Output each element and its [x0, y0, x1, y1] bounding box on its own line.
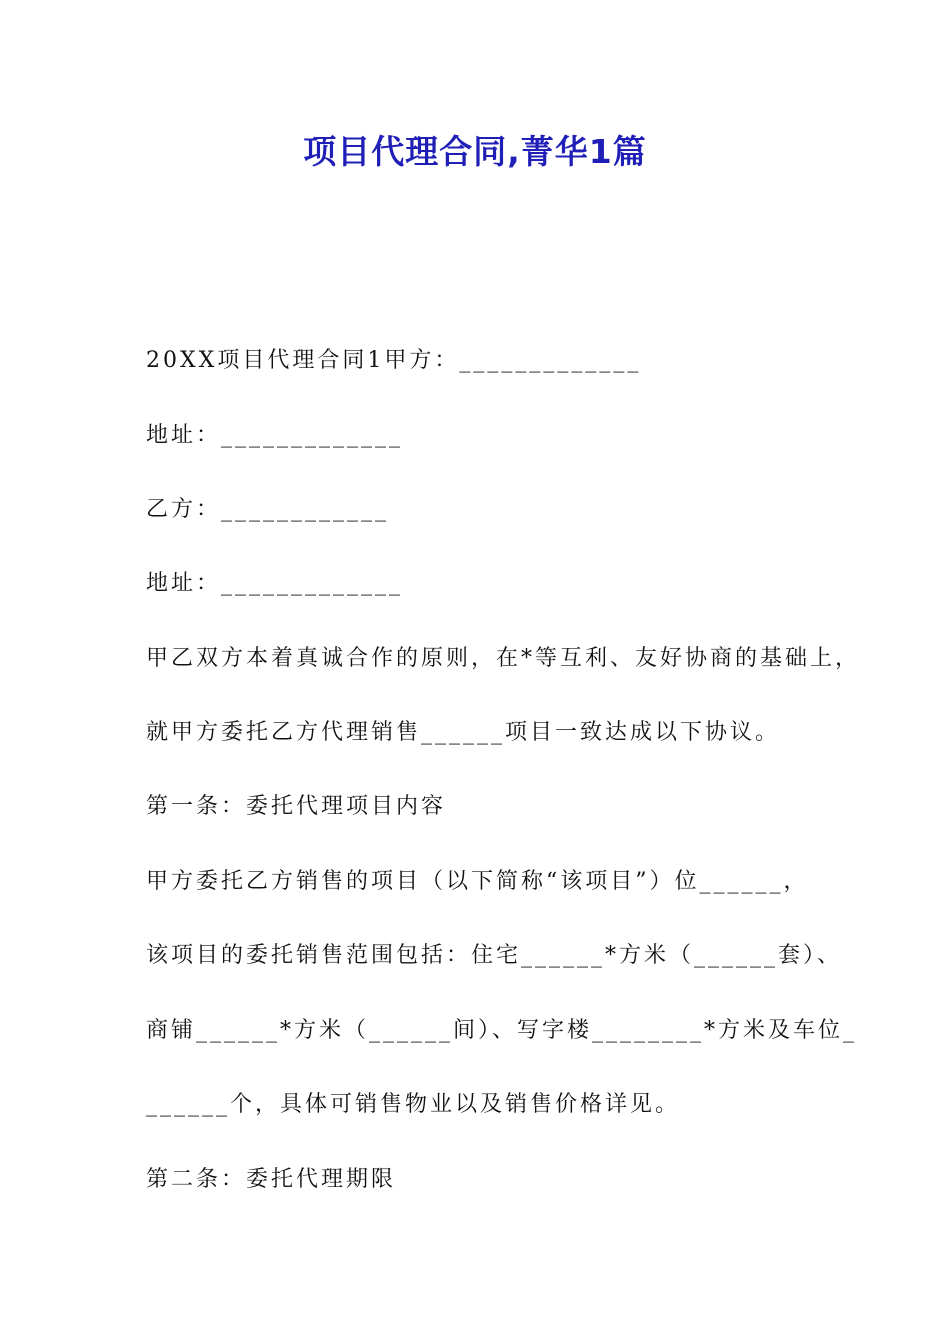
- preamble-line-2: 就甲方委托乙方代理销售______项目一致达成以下协议。: [146, 720, 781, 745]
- article-1-heading: 第一条：委托代理项目内容: [146, 794, 447, 819]
- document-title: 项目代理合同,菁华1篇: [303, 132, 647, 171]
- article-1-para-line-4: ______个，具体可销售物业以及销售价格详见。: [146, 1092, 681, 1117]
- party-a-address: 地址：_____________: [146, 423, 404, 448]
- party-b-address: 地址：_____________: [146, 571, 404, 596]
- contract-heading-party-a: 20XX项目代理合同1甲方：_____________: [146, 348, 642, 373]
- article-1-para-line-1: 甲方委托乙方销售的项目（以下简称“该项目”）位______，: [146, 869, 809, 894]
- article-1-para-line-2: 该项目的委托销售范围包括：住宅______*方米（______套）、: [146, 943, 843, 968]
- article-1-para-line-3: 商铺______*方米（______间）、写字楼________*方米及车位_: [146, 1018, 858, 1043]
- preamble-line-1: 甲乙双方本着真诚合作的原则，在*等互利、友好协商的基础上，: [146, 646, 861, 671]
- article-2-heading: 第二条：委托代理期限: [146, 1167, 397, 1192]
- party-b: 乙方：____________: [146, 497, 390, 522]
